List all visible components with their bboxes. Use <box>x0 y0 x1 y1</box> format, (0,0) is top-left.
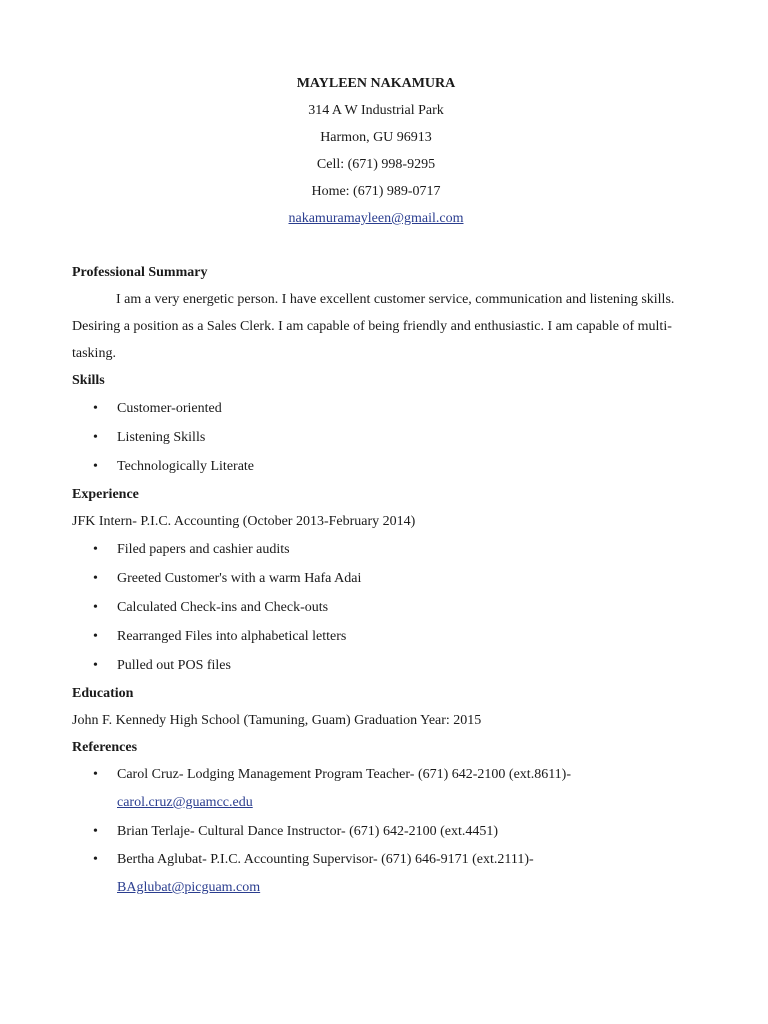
reference-text: Brian Terlaje- Cultural Dance Instructor- (671) 642-2100 (ext.4451) <box>117 824 499 839</box>
bullet-icon: • <box>93 542 98 557</box>
experience-heading: Experience <box>72 487 139 502</box>
list-item: • Listening Skills <box>72 423 680 452</box>
bullet-icon: • <box>93 401 98 416</box>
list-item: • Filed papers and cashier audits <box>72 535 680 564</box>
education-heading: Education <box>72 686 134 701</box>
address-line-1: 314 A W Industrial Park <box>308 103 444 118</box>
cell-phone: Cell: (671) 998-9295 <box>316 157 436 172</box>
bullet-icon: • <box>93 600 98 615</box>
applicant-name: MAYLEEN NAKAMURA <box>296 76 456 91</box>
bullet-icon: • <box>93 824 98 839</box>
address-line-2: Harmon, GU 96913 <box>320 130 432 145</box>
experience-list <box>72 535 680 680</box>
education-text: John F. Kennedy High School (Tamuning, Guam) Graduation Year: 2015 <box>72 713 482 728</box>
bullet-icon: • <box>93 852 98 867</box>
references-heading: References <box>72 740 138 755</box>
list-item: • Rearranged Files into alphabetical letters <box>72 622 680 651</box>
skills-list <box>72 394 680 481</box>
reference-email-link[interactable]: carol.cruz@guamcc.edu <box>117 795 253 810</box>
list-item: • Technologically Literate <box>72 452 680 481</box>
home-phone: Home: (671) 989-0717 <box>311 184 441 199</box>
reference-text: Carol Cruz- Lodging Management Program Teacher- (671) 642-2100 (ext.8611)- <box>117 767 571 782</box>
bullet-icon: • <box>93 430 98 445</box>
job-title: JFK Intern- P.I.C. Accounting (October 2013-February 2014) <box>72 514 416 529</box>
references-list <box>72 761 680 902</box>
list-item: • Pulled out POS files <box>72 651 680 680</box>
reference-text: Bertha Aglubat- P.I.C. Accounting Supervisor- (671) 646-9171 (ext.2111)- <box>117 852 534 867</box>
bullet-icon: • <box>93 629 98 644</box>
contact-header <box>72 70 680 232</box>
email-link[interactable]: nakamuramayleen@gmail.com <box>288 211 464 226</box>
reference-email-link[interactable]: BAglubat@picguam.com <box>117 880 261 895</box>
list-item <box>72 761 680 817</box>
bullet-icon: • <box>93 459 98 474</box>
summary-text: I am a very energetic person. I have excellent customer service, communication and listening skills. Desiring a position as a Sales Clerk. I am capable of being friendly and enthusiastic. I am capable of multi-tasking. <box>72 292 675 361</box>
summary-heading: Professional Summary <box>72 265 208 280</box>
list-item: • Calculated Check-ins and Check-outs <box>72 593 680 622</box>
list-item <box>72 846 680 902</box>
bullet-icon: • <box>93 658 98 673</box>
bullet-icon: • <box>93 767 98 782</box>
list-item <box>72 817 680 846</box>
skills-heading: Skills <box>72 373 105 388</box>
bullet-icon: • <box>93 571 98 586</box>
list-item: • Customer-oriented <box>72 394 680 423</box>
list-item: • Greeted Customer's with a warm Hafa Adai <box>72 564 680 593</box>
